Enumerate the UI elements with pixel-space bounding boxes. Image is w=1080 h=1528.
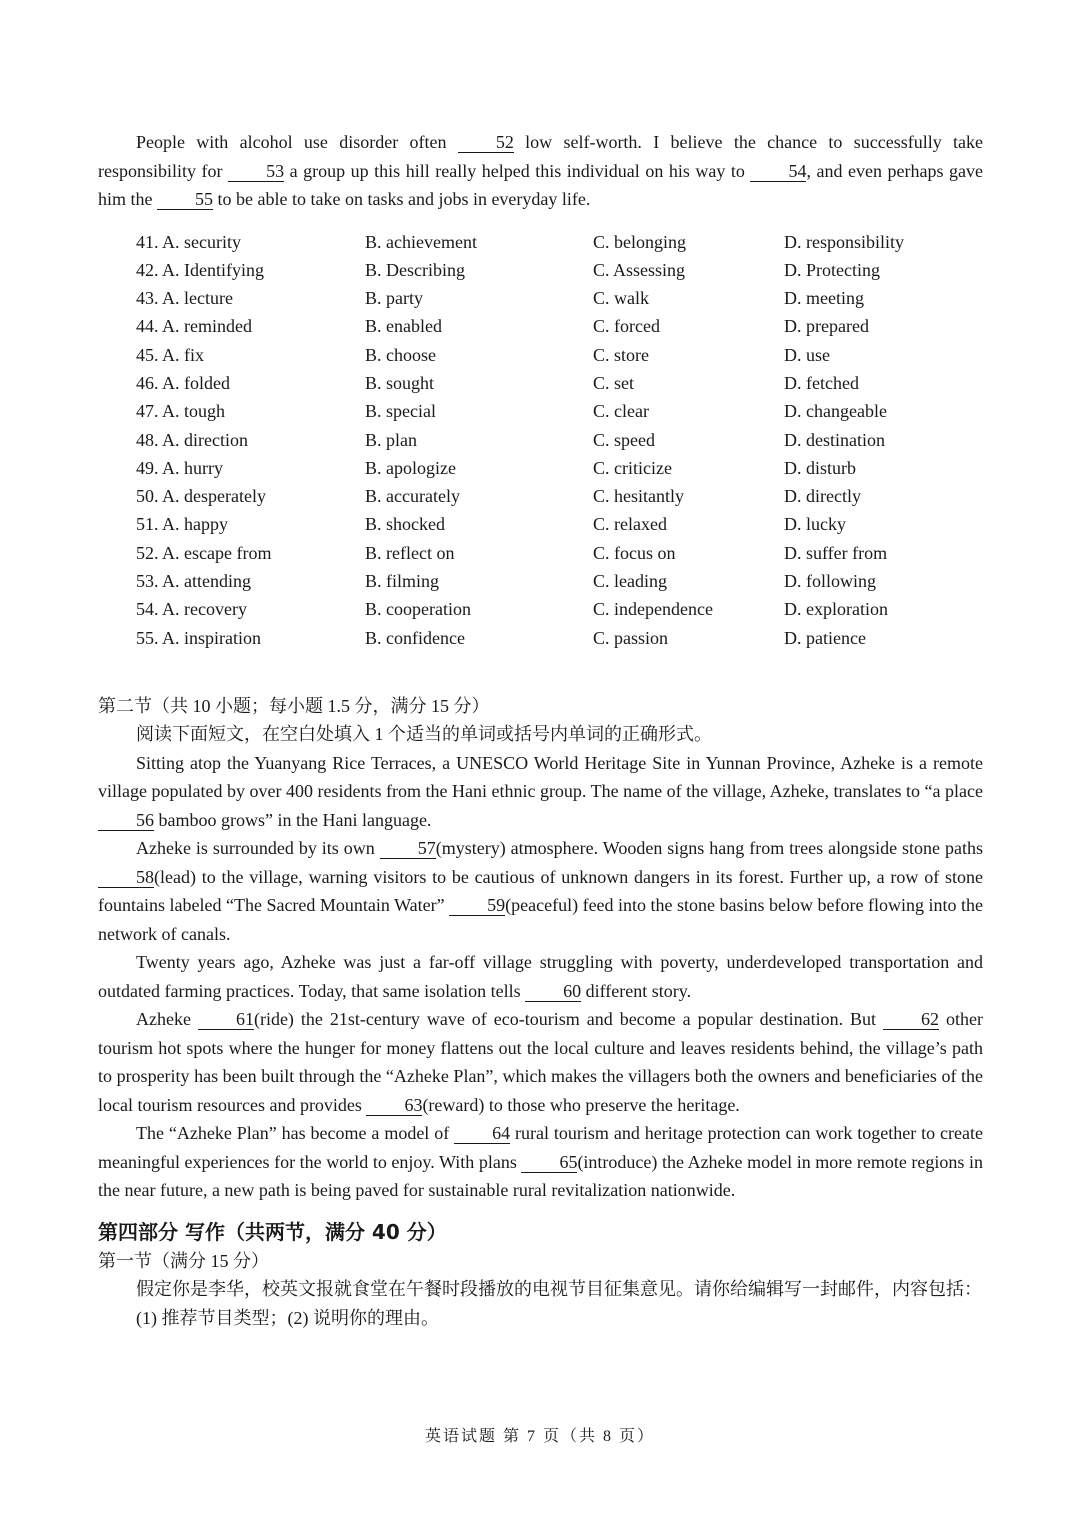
option-row: 43. A. lecture B. party C. walk D. meeting (136, 288, 864, 309)
blank-58: 58 (98, 867, 154, 888)
writing-task-points: (1) 推荐节目类型；(2) 说明你的理由。 (136, 1307, 439, 1328)
azheke-paragraph-2: Azheke is surrounded by its own 57(mystery) atmosphere. Wooden signs hang from trees alongside stone paths 58(lead) to the village, warning visitors to be cautious of unknown dangers in its forest. Further up, a row of stone fountains labeled “The Sacred Mountain Water” 59(peaceful) feed into the stone basins below before flowing into the network of canals. (98, 838, 984, 944)
exam-page (98, 128, 983, 1332)
answer-options-table (136, 228, 983, 652)
azheke-paragraph-3: Twenty years ago, Azheke was just a far-off village struggling with poverty, underdeveloped transportation and outdated farming practices. Today, that same isolation tells 60 different story. (98, 952, 983, 1001)
option-row: 46. A. folded B. sought C. set D. fetched (136, 372, 859, 393)
blank-56: 56 (98, 810, 154, 831)
option-row: 44. A. reminded B. enabled C. forced D. prepared (136, 316, 869, 337)
option-row: 55. A. inspiration B. confidence C. passion D. patience (136, 627, 866, 648)
option-row: 50. A. desperately B. accurately C. hesitantly D. directly (136, 486, 861, 507)
option-row: 54. A. recovery B. cooperation C. independence D. exploration (136, 599, 888, 620)
blank-62: 62 (883, 1009, 939, 1030)
blank-59: 59 (449, 895, 505, 916)
part-4-heading: 第四部分 写作（共两节，满分 40 分） (98, 1219, 447, 1244)
azheke-paragraph-1: Sitting atop the Yuanyang Rice Terraces, a UNESCO World Heritage Site in Yunnan Province, Azheke is a remote village populated by over 400 residents from the Hani ethnic group. The name of the village, Azheke, translates to “a place 56 bamboo grows” in the Hani language. (98, 752, 983, 830)
azheke-paragraph-4: Azheke 61(ride) the 21st-century wave of eco-tourism and become a popular destination. But 62 other tourism hot spots where the hunger for money flattens out the local culture and leaves residents behind, the village’s path to prosperity has been built through the “Azheke Plan”, which makes the villagers both the owners and beneficiaries of the local tourism resources and provides 63(reward) to those who preserve the heritage. (98, 1009, 984, 1115)
blank-63: 63 (366, 1095, 422, 1116)
option-row: 45. A. fix B. choose C. store D. use (136, 344, 830, 365)
azheke-paragraph-5: The “Azheke Plan” has become a model of 64 rural tourism and heritage protection can work together to create meaningful experiences for the world to enjoy. With plans 65(introduce) the Azheke model in more remote regions in the near future, a new path is being paved for sustainable rural revitalization nationwide. (98, 1123, 983, 1201)
blank-52: 52 (458, 132, 514, 153)
option-row: 53. A. attending B. filming C. leading D. following (136, 571, 876, 592)
option-row: 42. A. Identifying B. Describing C. Assessing D. Protecting (136, 259, 880, 280)
blank-64: 64 (454, 1123, 510, 1144)
blank-65: 65 (521, 1152, 577, 1173)
option-row: 48. A. direction B. plan C. speed D. destination (136, 429, 885, 450)
option-row: 49. A. hurry B. apologize C. criticize D. disturb (136, 457, 856, 478)
option-row: 51. A. happy B. shocked C. relaxed D. lucky (136, 514, 846, 535)
option-row: 47. A. tough B. special C. clear D. changeable (136, 401, 887, 422)
blank-54: 54 (750, 161, 806, 182)
blank-61: 61 (198, 1009, 254, 1030)
passage-closing-paragraph: People with alcohol use disorder often 52 low self-worth. I believe the chance to successfully take responsibility for 53 a group up this hill really helped this individual on his way to 54, and even perhaps gave him the 55 to be able to take on tasks and jobs in everyday life. (98, 132, 983, 209)
part-4-section-1-heading: 第一节（满分 15 分） (98, 1250, 269, 1271)
blank-60: 60 (525, 981, 581, 1002)
section-2-heading: 第二节（共 10 小题；每小题 1.5 分，满分 15 分） (98, 695, 490, 716)
page-footer: 英语试题 第 7 页（共 8 页） (424, 1428, 655, 1445)
option-row: 41. A. security B. achievement C. belonging D. responsibility (136, 231, 904, 252)
option-row: 52. A. escape from B. reflect on C. focus on D. suffer from (136, 542, 888, 563)
section-2-instruction: 阅读下面短文，在空白处填入 1 个适当的单词或括号内单词的正确形式。 (136, 724, 712, 745)
blank-55: 55 (157, 189, 213, 210)
blank-53: 53 (228, 161, 284, 182)
writing-task-prompt: 假定你是李华，校英文报就食堂在午餐时段播放的电视节目征集意见。请你给编辑写一封邮件，内容包括： (136, 1279, 982, 1300)
blank-57: 57 (380, 838, 436, 859)
